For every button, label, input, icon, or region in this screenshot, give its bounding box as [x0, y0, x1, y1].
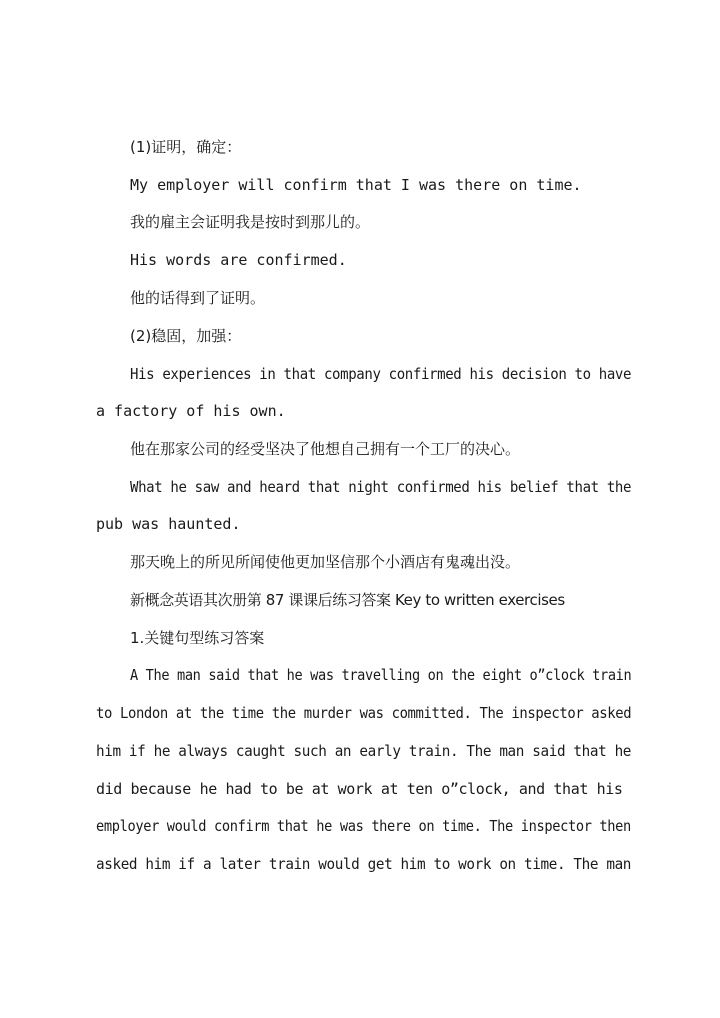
answer-paragraph-line: to London at the time the murder was committed. The inspector asked: [96, 704, 632, 722]
example-sentence-zh: 他的话得到了证明。: [130, 289, 266, 307]
section-title: 新概念英语其次册第 87 课课后练习答案 Key to written exercises: [130, 591, 565, 609]
example-sentence-en: His words are confirmed.: [130, 251, 347, 269]
answer-paragraph-line: asked him if a later train would get him to work on time. The man: [96, 855, 632, 873]
example-sentence-en: What he saw and heard that night confirmed his belief that the: [130, 478, 632, 496]
example-sentence-en-cont: pub was haunted.: [96, 515, 241, 533]
definition-heading-2: (2)稳固，加强：: [130, 327, 242, 345]
example-sentence-en: His experiences in that company confirmed his decision to have: [130, 365, 632, 383]
example-sentence-zh: 那天晚上的所见所闻使他更加坚信那个小酒店有鬼魂出没。: [130, 553, 521, 571]
example-sentence-en-cont: a factory of his own.: [96, 402, 286, 420]
answer-paragraph-line: A The man said that he was travelling on the eight o”clock train: [130, 666, 632, 684]
example-sentence-zh: 他在那家公司的经受坚决了他想自己拥有一个工厂的决心。: [130, 440, 521, 458]
subsection-title: 1.关键句型练习答案: [130, 629, 265, 647]
answer-paragraph-line: did because he had to be at work at ten o”clock, and that his: [96, 780, 623, 798]
example-sentence-zh: 我的雇主会证明我是按时到那儿的。: [130, 213, 371, 231]
definition-heading-1: (1)证明，确定：: [130, 138, 242, 156]
answer-paragraph-line: him if he always caught such an early train. The man said that he: [96, 742, 632, 760]
answer-paragraph-line: employer would confirm that he was there on time. The inspector then: [96, 817, 631, 835]
example-sentence-en: My employer will confirm that I was there on time.: [130, 176, 582, 194]
